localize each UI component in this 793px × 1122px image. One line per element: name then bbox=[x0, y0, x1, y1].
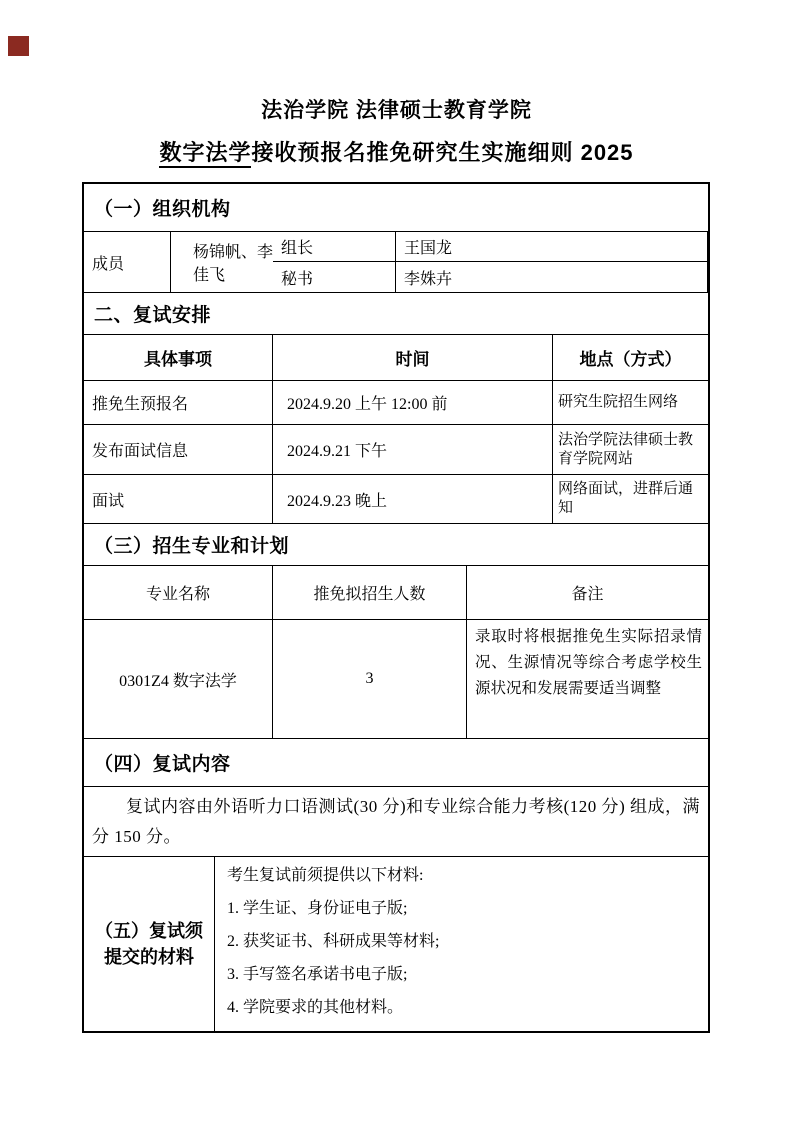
majors-col-header-name: 专业名称 bbox=[84, 566, 273, 620]
schedule-row-item: 发布面试信息 bbox=[84, 425, 273, 475]
materials-intro: 考生复试前须提供以下材料: bbox=[227, 867, 424, 884]
materials-item: 1. 学生证、身份证电子版; bbox=[227, 900, 408, 917]
main-table bbox=[82, 182, 710, 1033]
schedule-row-place: 网络面试，进群后通知 bbox=[558, 481, 694, 516]
majors-row-remark: 录取时将根据推免生实际招录情况、生源情况等综合考虑学校生源状况和发展需要适当调整 bbox=[475, 628, 702, 697]
org-leader-name: 王国龙 bbox=[396, 232, 708, 262]
org-secretary-name: 李姝卉 bbox=[396, 262, 708, 292]
schedule-col-header-item: 具体事项 bbox=[84, 335, 273, 381]
schedule-table bbox=[84, 335, 708, 524]
majors-col-header-quota: 推免拟招生人数 bbox=[273, 566, 467, 620]
org-members-label: 成员 bbox=[84, 232, 171, 292]
schedule-row-time: 2024.9.23 晚上 bbox=[273, 475, 553, 523]
section-heading-organization: （一）组织机构 bbox=[84, 184, 708, 232]
retest-content: 复试内容由外语听力口语测试(30 分)和专业综合能力考核(120 分) 组成，满分 150 分。 bbox=[84, 787, 708, 857]
materials-table bbox=[84, 857, 708, 1031]
schedule-col-header-place: 地点（方式） bbox=[553, 335, 708, 381]
document-title-line2 bbox=[0, 136, 793, 167]
org-secretary-label: 秘书 bbox=[273, 262, 396, 292]
title-underlined-major: 数字法学 bbox=[159, 140, 251, 168]
materials-item: 4. 学院要求的其他材料。 bbox=[227, 999, 404, 1016]
schedule-row-place: 研究生院招生网络 bbox=[553, 381, 708, 425]
majors-col-header-remark: 备注 bbox=[467, 566, 708, 620]
org-members-names: 杨锦帆、李佳飞 bbox=[193, 244, 274, 284]
majors-row-name: 0301Z4 数字法学 bbox=[84, 620, 273, 738]
org-leader-label: 组长 bbox=[273, 232, 396, 262]
schedule-row-item: 推免生预报名 bbox=[84, 381, 273, 425]
red-mark bbox=[8, 36, 29, 56]
schedule-row-time: 2024.9.21 下午 bbox=[273, 425, 553, 475]
materials-heading: （五）复试须提交的材料 bbox=[84, 857, 215, 1031]
schedule-row-item: 面试 bbox=[84, 475, 273, 523]
majors-row-quota: 3 bbox=[273, 620, 467, 738]
document-title-line1: 法治学院 法律硕士教育学院 bbox=[261, 99, 532, 122]
title-rest: 接收预报名推免研究生实施细则 2025 bbox=[251, 140, 634, 165]
schedule-row-time: 2024.9.20 上午 12:00 前 bbox=[273, 381, 553, 425]
schedule-row-place: 法治学院法律硕士教育学院网站 bbox=[553, 425, 708, 475]
schedule-col-header-time: 时间 bbox=[273, 335, 553, 381]
section-heading-schedule: 二、复试安排 bbox=[84, 293, 708, 335]
organization-table bbox=[84, 232, 708, 293]
materials-content bbox=[215, 857, 708, 1031]
materials-item: 3. 手写签名承诺书电子版; bbox=[227, 966, 408, 983]
majors-table bbox=[84, 566, 708, 739]
materials-item: 2. 获奖证书、科研成果等材料; bbox=[227, 933, 440, 950]
section-heading-retest: （四）复试内容 bbox=[84, 739, 708, 787]
section-heading-majors: （三）招生专业和计划 bbox=[84, 524, 708, 566]
